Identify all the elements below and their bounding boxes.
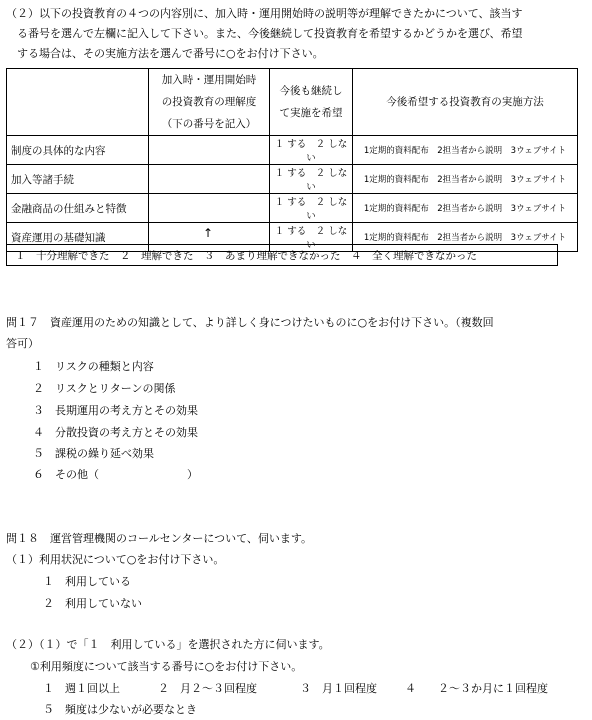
- row-label: 制度の具体的な内容: [7, 136, 149, 165]
- continue-choice[interactable]: １ する ２ しない: [270, 165, 353, 194]
- intro-paragraph: [6, 4, 586, 64]
- header-blank-cell: [7, 69, 149, 136]
- table-row: [7, 165, 578, 194]
- continue-choice[interactable]: １ する ２ しない: [270, 136, 353, 165]
- freq-option[interactable]: ４ ２～３か月に１回程度: [405, 682, 548, 695]
- table-row: [7, 194, 578, 223]
- row-label: 金融商品の仕組みと特徴: [7, 194, 149, 223]
- header-continue: [270, 69, 353, 136]
- q18-sub1: （１）利用状況について○をお付け下さい。: [6, 553, 225, 566]
- freq-option[interactable]: １ 週１回以上: [43, 682, 120, 695]
- q17-option[interactable]: ５ 課税の繰り延べ効果: [33, 447, 154, 460]
- up-arrow-icon: ↑: [203, 226, 214, 240]
- freq-option[interactable]: ２ 月２～３回程度: [158, 682, 257, 695]
- table-row: [7, 136, 578, 165]
- q17-option[interactable]: ４ 分散投資の考え方とその効果: [33, 426, 198, 439]
- header-method: 今後希望する投資教育の実施方法: [353, 69, 578, 136]
- row-label: 加入等諸手続: [7, 165, 149, 194]
- table-header-row: [7, 69, 578, 136]
- header-line: 今後も継続し: [279, 85, 343, 97]
- q17-option[interactable]: １ リスクの種類と内容: [33, 360, 154, 373]
- q18-sub1-option[interactable]: ２ 利用していない: [43, 597, 142, 610]
- q18-title: 問１８ 運営管理機関のコールセンターについて、伺います。: [6, 532, 313, 545]
- continue-choice[interactable]: １ する ２ しない: [270, 194, 353, 223]
- scale-text: １ 十分理解できた ２ 理解できた ３ あまり理解できなかった ４ 全く理解できなかった: [15, 250, 477, 262]
- header-line: て実施を希望: [279, 107, 343, 119]
- education-table: [6, 68, 578, 252]
- intro-line: （２）以下の投資教育の４つの内容別に、加入時・運用開始時の説明等が理解できたかについて、該当す: [6, 7, 523, 20]
- q18-sub1-option[interactable]: １ 利用している: [43, 575, 131, 588]
- understanding-input-cell[interactable]: [149, 165, 270, 194]
- q17-option[interactable]: ３ 長期運用の考え方とその効果: [33, 404, 198, 417]
- q17-option[interactable]: ６ その他（ ）: [33, 468, 198, 481]
- intro-line: する場合は、その実施方法を選んで番号に○をお付け下さい。: [17, 47, 324, 60]
- row-label: 資産運用の基礎知識: [7, 223, 149, 252]
- method-choice[interactable]: 1定期的資料配布 2担当者から説明 3ウェブサイト: [353, 223, 578, 252]
- understanding-input-cell[interactable]: [149, 136, 270, 165]
- q17-option[interactable]: ２ リスクとリターンの関係: [33, 382, 176, 395]
- freq-option[interactable]: ５ 頻度は少ないが必要なとき: [43, 703, 197, 716]
- q18-sub2: （２）（１）で「１ 利用している」を選択された方に伺います。: [6, 638, 330, 651]
- header-understanding: [149, 69, 270, 136]
- freq-option[interactable]: ３ 月１回程度: [300, 682, 377, 695]
- method-choice[interactable]: 1定期的資料配布 2担当者から説明 3ウェブサイト: [353, 194, 578, 223]
- header-line: の投資教育の理解度: [161, 96, 257, 108]
- q18-sub2-question: ①利用頻度について該当する番号に○をお付け下さい。: [30, 660, 303, 673]
- q17-title-cont: 答可）: [6, 337, 39, 350]
- header-line: 加入時・運用開始時: [161, 74, 257, 86]
- continue-choice[interactable]: １ する ２ しない: [270, 223, 353, 252]
- understanding-scale-box: [6, 244, 558, 266]
- header-line: （下の番号を記入）: [161, 118, 257, 130]
- understanding-input-cell[interactable]: [149, 194, 270, 223]
- q17-title: 問１７ 資産運用のための知識として、より詳しく身につけたいものに○をお付け下さい。（複数回: [6, 316, 494, 329]
- intro-line: る番号を選んで左欄に記入して下さい。また、今後継続して投資教育を希望するかどうかを選び、希望: [17, 27, 523, 40]
- method-choice[interactable]: 1定期的資料配布 2担当者から説明 3ウェブサイト: [353, 136, 578, 165]
- method-choice[interactable]: 1定期的資料配布 2担当者から説明 3ウェブサイト: [353, 165, 578, 194]
